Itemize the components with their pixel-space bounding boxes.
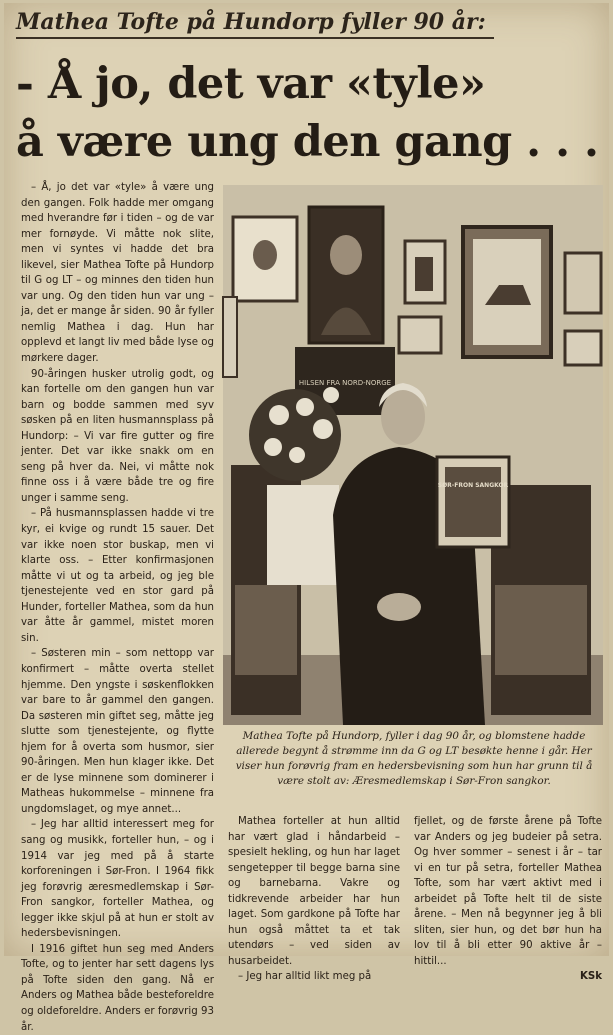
- article-paragraph: – Jeg har alltid likt meg på: [238, 971, 372, 983]
- article-paragraph: – På husmannsplassen hadde vi tre kyr, ei kvige og rundt 15 sauer. Det var ikke noen stor buskap, men vi klarte oss. – Etter konfirmasjonen måtte vi ut og ta arbeid, og jeg ble tjenestejente ved en stor gard på Hunder, forteller Mathea, som da hun var åtte år gammel, mistet moren sin.: [21, 508, 214, 644]
- article-paragraph: – Jeg har alltid interessert meg for sang og musikk, forteller hun, – og i 1914 var jeg med på å starte korforeningen i Sør-Fron. I 1964 fikk jeg forøvrig æresmedlemskap i Sør-Fron sangkor, forteller Mathea, og legger ikke skjul på at hun er stolt av hedersbevisningen.: [21, 819, 214, 940]
- newspaper-clipping: [4, 3, 609, 1033]
- certificate-text: SØR-FRON SANGKOR: [437, 482, 509, 489]
- article-column-right: [414, 814, 602, 983]
- article-paragraph: Mathea forteller at hun alltid har vært glad i håndarbeid – spesielt hekling, og hun har laget sengetepper til begge barna sine og barnebarna. Vakre og tidkrevende arbeider har hun laget. Som gardkone på Tofte har hun også måttet ta et tak utendørs – ved siden av husarbeidet.: [228, 816, 400, 967]
- framed-picture: [565, 253, 601, 313]
- article-column-middle: [228, 814, 400, 983]
- article-paragraph: – Å, jo det var «tyle» å være ung den gangen. Folk hadde mer omgang med hverandre før i tiden – og de var mer fornøyde. Vi måtte nok slite, men vi syntes vi hadde det bra likevel, sier Mathea Tofte på Hundorp til G og LT – og minnes den tiden hun var ung. Og den tiden hun var ung – ja, det er mange år siden. 90 år fyller nemlig Mathea i dag. Hun har opplevd et langt liv med både lyse og mørkere dager.: [21, 182, 214, 365]
- banner-text: HILSEN FRA NORD-NORGE: [298, 379, 392, 387]
- headline-line-2: å være ung den gang . . .: [16, 117, 599, 167]
- framed-picture: [223, 297, 237, 377]
- lace-doily: [267, 485, 339, 585]
- headline-line-1: - Å jo, det var «tyle»: [16, 59, 486, 109]
- article-paragraph: 90-åringen husker utrolig godt, og kan fortelle om den gangen hun var barn og bodde sammen med syv søsken på en liten husmannsplass på Hundorp: – Vi var fire gutter og fire jenter. Det var ikke snakk om en seng på hver da. Nei, vi måtte nok finne oss i å være både tre og fire unger i samme seng.: [21, 368, 214, 504]
- framed-picture: [399, 317, 441, 353]
- article-paragraph: fjellet, og de første årene på Tofte var Anders og jeg budeier på setra. Og hver sommer – senest i år – tar vi en tur på setra, forteller Mathea Tofte, som har vært aktivt med i arbeidet på Tofte helt til de siste årene. – Men nå begynner jeg å bli sliten, sier hun, og det bør hun ha lov til å bli etter 90 aktive år – hittil...: [414, 816, 602, 967]
- kicker-headline: Mathea Tofte på Hundorp fyller 90 år:: [16, 9, 494, 39]
- article-paragraph: – Søsteren min – som nettopp var konfirmert – måtte overta stellet hjemme. Den yngste i søskenflokken var bare to år gammel den gangen. Da søsteren min giftet seg, måtte jeg slutte som tjenestejente, og flytte hjem for å overta som husmor, sier 90-åringen. Men hun klager ikke. Det er de lyse minnene som dominerer i Matheas hukommelse – minnene fra ungdomslaget, og mye annet...: [21, 648, 214, 815]
- author-signature: KSk: [579, 971, 602, 983]
- article-column-left: [21, 180, 214, 1033]
- portrait-photo: [223, 185, 603, 725]
- article-paragraph: I 1916 giftet hun seg med Anders Tofte, og to jenter har sett dagens lys på Tofte siden den gang. Nå er Anders og Mathea både besteforeldre og oldeforeldre. Anders er forøvrig 93 år.: [21, 943, 214, 1033]
- photo-caption: Mathea Tofte på Hundorp, fyller i dag 90 år, og blomstene hadde allerede begynt å strømme inn da G og LT besøkte henne i går. Her viser hun forøvrig fram en hedersbevisning som hun har grunn til å være stolt av: Æresmedlemskap i Sør-Fron sangkor.: [235, 730, 593, 787]
- framed-picture: [565, 331, 601, 365]
- main-headline: [16, 55, 601, 171]
